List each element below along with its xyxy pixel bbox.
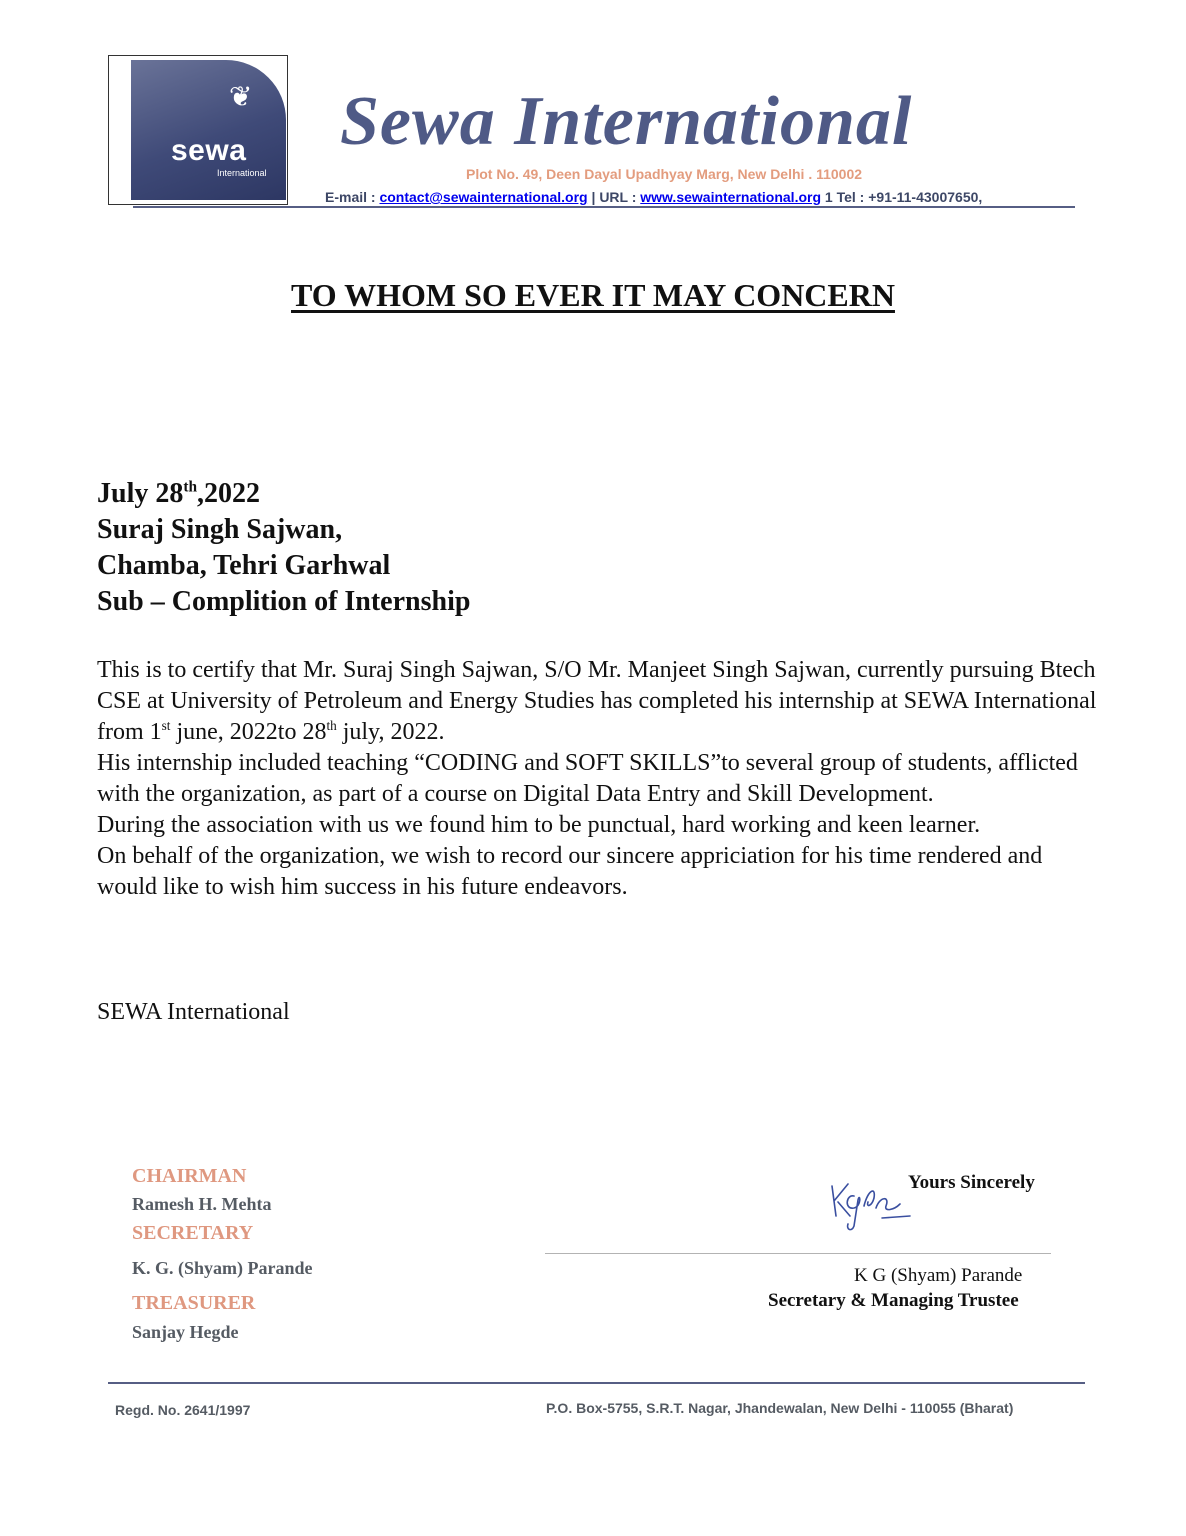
closing-salutation: Yours Sincerely — [908, 1172, 1035, 1193]
letter-title-text: TO WHOM SO EVER IT MAY CONCERN — [291, 277, 895, 313]
footer-address: P.O. Box-5755, S.R.T. Nagar, Jhandewalan, New Delhi - 110055 (Bharat) — [546, 1400, 1014, 1416]
letter-title — [0, 277, 1186, 314]
body-paragraph-4: On behalf of the organization, we wish to record our sincere appriciation for his time rendered and would like to wish him success in his future endeavors. — [97, 843, 1043, 900]
officer-name-chairman: Ramesh H. Mehta — [132, 1194, 272, 1214]
contact-separator: | — [587, 189, 600, 205]
signer-name: K G (Shyam) Parande — [854, 1265, 1023, 1286]
date-superscript: th — [183, 478, 198, 496]
footer-divider — [108, 1382, 1085, 1384]
body-p1-part-b: june, 2022to 28 — [170, 719, 327, 745]
officer-role-treasurer: TREASURER — [132, 1292, 256, 1314]
body-paragraph-3: During the association with us we found him to be punctual, hard working and keen learner. — [97, 812, 981, 838]
signer-title: Secretary & Managing Trustee — [768, 1290, 1019, 1311]
handwritten-signature — [824, 1166, 914, 1236]
logo-emblem — [131, 60, 286, 200]
body-p1-part-c: july, 2022. — [336, 719, 445, 745]
logo-subtitle: International — [217, 168, 267, 178]
registration-number: Regd. No. 2641/1997 — [115, 1402, 251, 1418]
letter-date — [97, 478, 260, 510]
email-label: E-mail : — [325, 189, 380, 205]
header-divider — [133, 206, 1075, 208]
url-label: URL : — [599, 189, 641, 205]
email-link[interactable]: contact@sewainternational.org — [379, 189, 588, 205]
org-logo — [108, 55, 288, 205]
officer-name-secretary: K. G. (Shyam) Parande — [132, 1258, 313, 1278]
letter-subject: Sub – Complition of Internship — [97, 586, 471, 617]
recipient-place: Chamba, Tehri Garhwal — [97, 550, 391, 581]
recipient-name: Suraj Singh Sajwan, — [97, 514, 343, 545]
date-year: ,2022 — [197, 478, 261, 509]
body-p1-sup-1: st — [161, 718, 171, 733]
signature-divider — [545, 1253, 1051, 1254]
closing-organization: SEWA International — [97, 999, 290, 1025]
website-link[interactable]: www.sewainternational.org — [640, 189, 822, 205]
letter-body — [97, 655, 1097, 903]
dove-icon: ❦ — [229, 80, 253, 113]
phone-text: 1 Tel : +91-11-43007650, — [821, 189, 983, 205]
org-contact-line — [325, 189, 982, 205]
date-main: July 28 — [97, 478, 184, 509]
officer-role-secretary: SECRETARY — [132, 1222, 254, 1244]
body-paragraph-2: His internship included teaching “CODING and SOFT SKILLS”to several group of students, afflicted with the organization, as part of a course on Digital Data Entry and Skill Development. — [97, 750, 1078, 807]
officer-name-treasurer: Sanjay Hegde — [132, 1322, 239, 1342]
officer-role-chairman: CHAIRMAN — [132, 1165, 247, 1187]
logo-word: sewa — [171, 134, 247, 167]
org-address: Plot No. 49, Deen Dayal Upadhyay Marg, New Delhi . 110002 — [466, 166, 863, 182]
org-name: Sewa International — [340, 83, 913, 160]
body-p1-sup-2: th — [326, 718, 337, 733]
body-paragraph-1 — [97, 655, 1097, 748]
body-p1-part-a: This is to certify that Mr. Suraj Singh Sajwan, S/O Mr. Manjeet Singh Sajwan, currently pursuing Btech CSE at University of Petroleum and Energy Studies has completed his internship at SEWA International from 1 — [97, 657, 1097, 745]
